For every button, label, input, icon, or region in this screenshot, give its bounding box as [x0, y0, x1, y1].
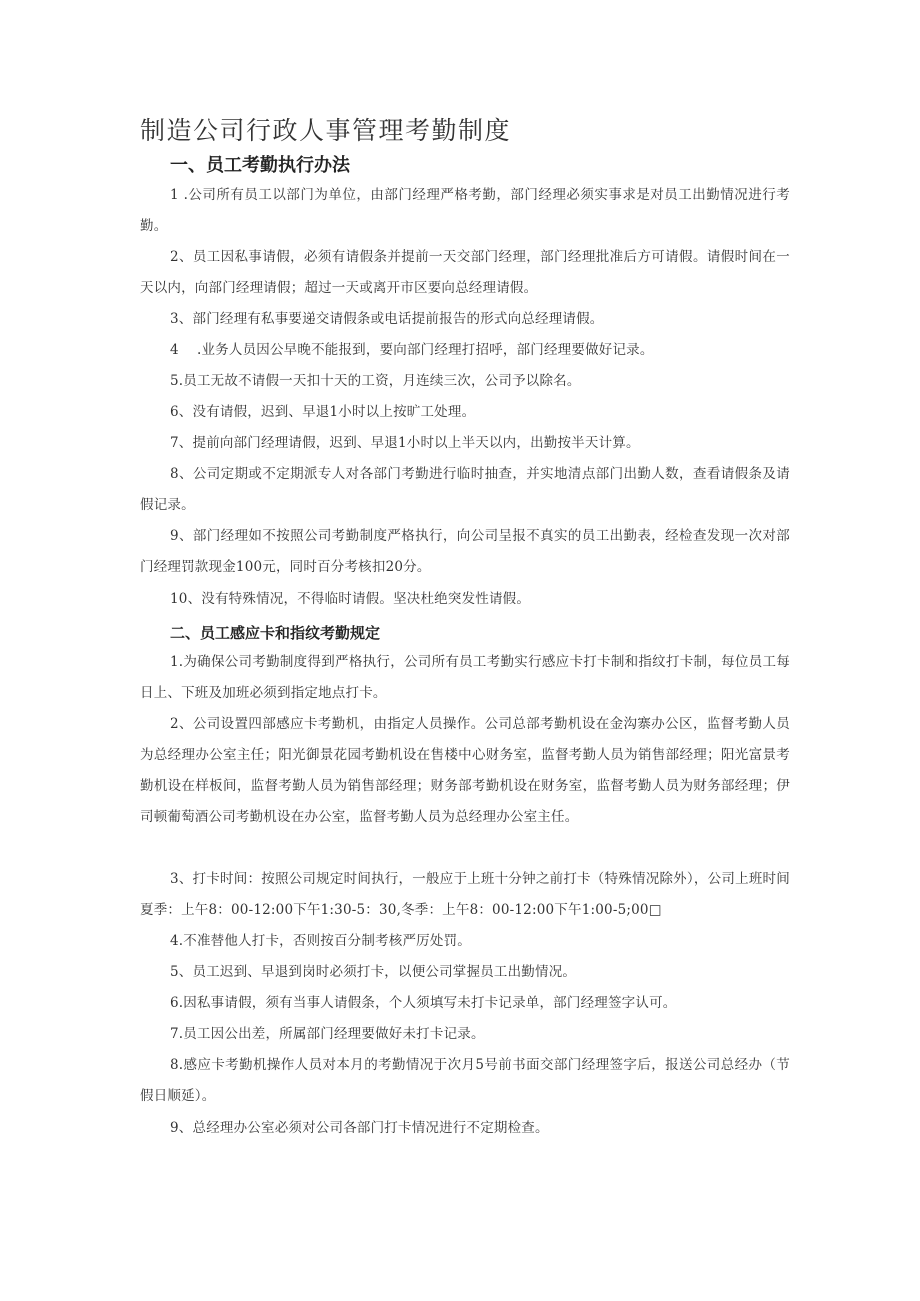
- rule-paragraph: 9、总经理办公室必须对公司各部门打卡情况进行不定期检查。: [170, 1120, 549, 1136]
- rule-paragraph: 3、打卡时间：按照公司规定时间执行，一般应于上班十分钟之前打卡（特殊情况除外），公司上班时间夏季：上午8：00-12:00下午1:30-5：30,冬季：上午8：00-12:00下午1:00-5;00□: [140, 871, 790, 918]
- rule-paragraph: 8.感应卡考勤机操作人员对本月的考勤情况于次月5号前书面交部门经理签字后，报送公司总经办（节假日顺延）。: [140, 1057, 790, 1104]
- rule-paragraph: 6.因私事请假，须有当事人请假条，个人须填写未打卡记录单，部门经理签字认可。: [170, 995, 677, 1011]
- rule-paragraph: 5、员工迟到、早退到岗时必须打卡，以便公司掌握员工出勤情况。: [170, 964, 577, 980]
- rule-paragraph: 4.不准替他人打卡，否则按百分制考核严厉处罚。: [170, 933, 471, 949]
- document-title: 制造公司行政人事管理考勤制度: [140, 116, 512, 145]
- rule-paragraph: 4 .业务人员因公早晚不能报到，要向部门经理打招呼，部门经理要做好记录。: [170, 342, 654, 358]
- rule-paragraph: 7.员工因公出差，所属部门经理要做好未打卡记录。: [170, 1026, 485, 1042]
- section-heading-card-fingerprint-rules: 二、员工感应卡和指纹考勤规定: [170, 624, 381, 642]
- rule-paragraph: 6、没有请假，迟到、早退1小时以上按旷工处理。: [170, 404, 476, 420]
- rule-paragraph: 5.员工无故不请假一天扣十天的工资，月连续三次，公司予以除名。: [170, 373, 581, 389]
- rule-paragraph: 10、没有特殊情况，不得临时请假。坚决杜绝突发性请假。: [170, 591, 531, 607]
- rule-paragraph: 7、提前向部门经理请假，迟到、早退1小时以上半天以内，出勤按半天计算。: [170, 435, 640, 451]
- rule-paragraph: 1.为确保公司考勤制度得到严格执行，公司所有员工考勤实行感应卡打卡制和指纹打卡制，每位员工每日上、下班及加班必须到指定地点打卡。: [140, 654, 790, 701]
- rule-paragraph: 3、部门经理有私事要递交请假条或电话提前报告的形式向总经理请假。: [170, 311, 604, 327]
- rule-paragraph: 8、公司定期或不定期派专人对各部门考勤进行临时抽查，并实地清点部门出勤人数，查看请假条及请假记录。: [140, 466, 790, 513]
- rule-paragraph: 2、员工因私事请假，必须有请假条并提前一天交部门经理，部门经理批准后方可请假。请假时间在一天以内，向部门经理请假；超过一天或离开市区要向总经理请假。: [140, 249, 790, 296]
- rule-paragraph: 2、公司设置四部感应卡考勤机，由指定人员操作。公司总部考勤机设在金沟寨办公区，监督考勤人员为总经理办公室主任；阳光御景花园考勤机设在售楼中心财务室，监督考勤人员为销售部经理；阳光富景考勤机设在样板间，监督考勤人员为销售部经理；财务部考勤机设在财务室，监督考勤人员为财务部经理；伊司顿葡萄酒公司考勤机设在办公室，监督考勤人员为总经理办公室主任。: [140, 716, 790, 825]
- rule-paragraph: 1 .公司所有员工以部门为单位，由部门经理严格考勤，部门经理必须实事求是对员工出勤情况进行考勤。: [140, 187, 790, 234]
- rule-paragraph: 9、部门经理如不按照公司考勤制度严格执行，向公司呈报不真实的员工出勤表，经检查发现一次对部门经理罚款现金100元，同时百分考核扣20分。: [140, 528, 790, 575]
- section-heading-attendance-rules: 一、员工考勤执行办法: [170, 155, 350, 176]
